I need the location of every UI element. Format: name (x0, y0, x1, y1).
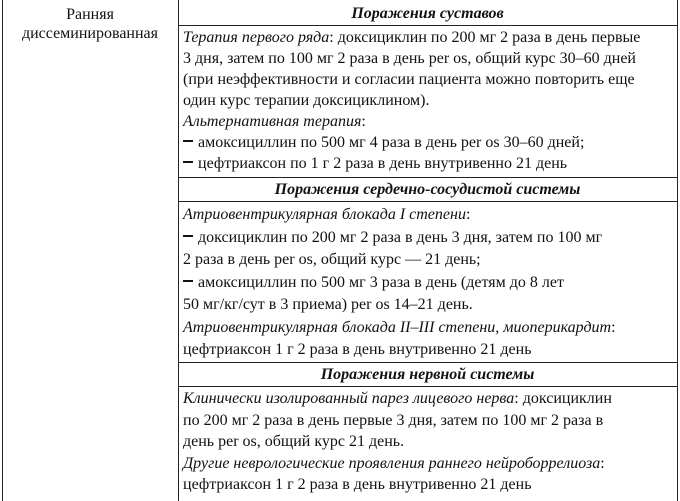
table-border-left (2, 0, 3, 501)
section-body-joints (183, 27, 675, 174)
italic-term: Атриовентрикулярная блокада II–III степени, миоперикардит (183, 318, 612, 336)
italic-term: Атриовентрикулярная блокада I степени (183, 206, 466, 223)
italic-term: Альтернативная терапия (183, 113, 362, 130)
section-title-nervous: Поражения нервной системы (320, 366, 535, 383)
list-item: цефтриаксон по 1 г 2 раза в день внутривенно 21 день (183, 153, 675, 174)
text-line: по 200 мг 2 раза в день первые 3 дня, затем по 100 мг 2 раза в (183, 411, 604, 429)
column-divider (178, 0, 179, 501)
list-item: амоксициллин по 500 мг 4 раза в день per os 30–60 дней; (183, 132, 675, 153)
text-line: Клинически изолированный парез лицевого нерва: доксициклин (183, 390, 612, 407)
stage-label-line-1: Ранняя (66, 6, 114, 23)
table-border-right (677, 0, 678, 501)
list-item: амоксициллин по 500 мг 3 раза в день (детям до 8 лет (183, 272, 675, 295)
text-line: 50 мг/кг/сут в 3 приема) per os 14–21 день. (183, 296, 473, 313)
stage-label-line-2: диссеминированная (21, 25, 159, 42)
text-line: цефтриаксон 1 г 2 раза в день внутривенно 21 день (183, 476, 532, 493)
list-item: доксициклин по 200 мг 2 раза в день 3 дня, затем по 100 мг (183, 227, 675, 250)
text-line: Терапия первого ряда: доксициклин по 200 мг 2 раза в день первые (183, 29, 641, 46)
text-line: один курс терапии доксициклином). (183, 92, 430, 109)
text-line: цефтриаксон 1 г 2 раза в день внутривенно 21 день (183, 341, 532, 358)
section-title-cardio: Поражения сердечно-сосудистой системы (274, 181, 581, 198)
italic-term: Терапия первого ряда (183, 29, 330, 46)
text-line: Альтернативная терапия: (183, 113, 366, 130)
text-line: Атриовентрикулярная блокада II–III степени, миоперикардит: (183, 318, 616, 336)
text-line: 3 дня, затем по 100 мг 2 раза в день per os, общий курс 30–60 дней (183, 50, 636, 67)
text-line: Атриовентрикулярная блокада I степени: (183, 206, 471, 223)
dash-bullet-icon (183, 161, 193, 163)
header-rule-joints (178, 25, 678, 26)
section-body-nervous (183, 388, 675, 496)
section-title-joints: Поражения суставов (351, 5, 504, 22)
italic-term: Другие неврологические проявления раннего нейроборрелиоза (183, 454, 601, 472)
italic-term: Клинически изолированный парез лицевого нерва (183, 390, 515, 407)
section-body-cardio (183, 204, 675, 362)
section-divider-nervous (178, 362, 678, 363)
header-rule-cardio (178, 201, 678, 202)
text-line: Другие неврологические проявления раннего нейроборрелиоза: (183, 454, 605, 472)
dash-bullet-icon (183, 280, 193, 282)
text-line: 2 раза в день per os, общий курс — 21 день; (183, 251, 481, 268)
text-line: (при неэффективности и согласии пациента можно повторить еще (183, 71, 635, 88)
header-rule-nervous (178, 386, 678, 387)
dash-bullet-icon (183, 140, 193, 142)
text-line: день per os, общий курс 21 день. (183, 433, 405, 450)
section-divider-cardio (178, 177, 678, 178)
stage-label (6, 5, 174, 43)
dash-bullet-icon (183, 235, 193, 237)
